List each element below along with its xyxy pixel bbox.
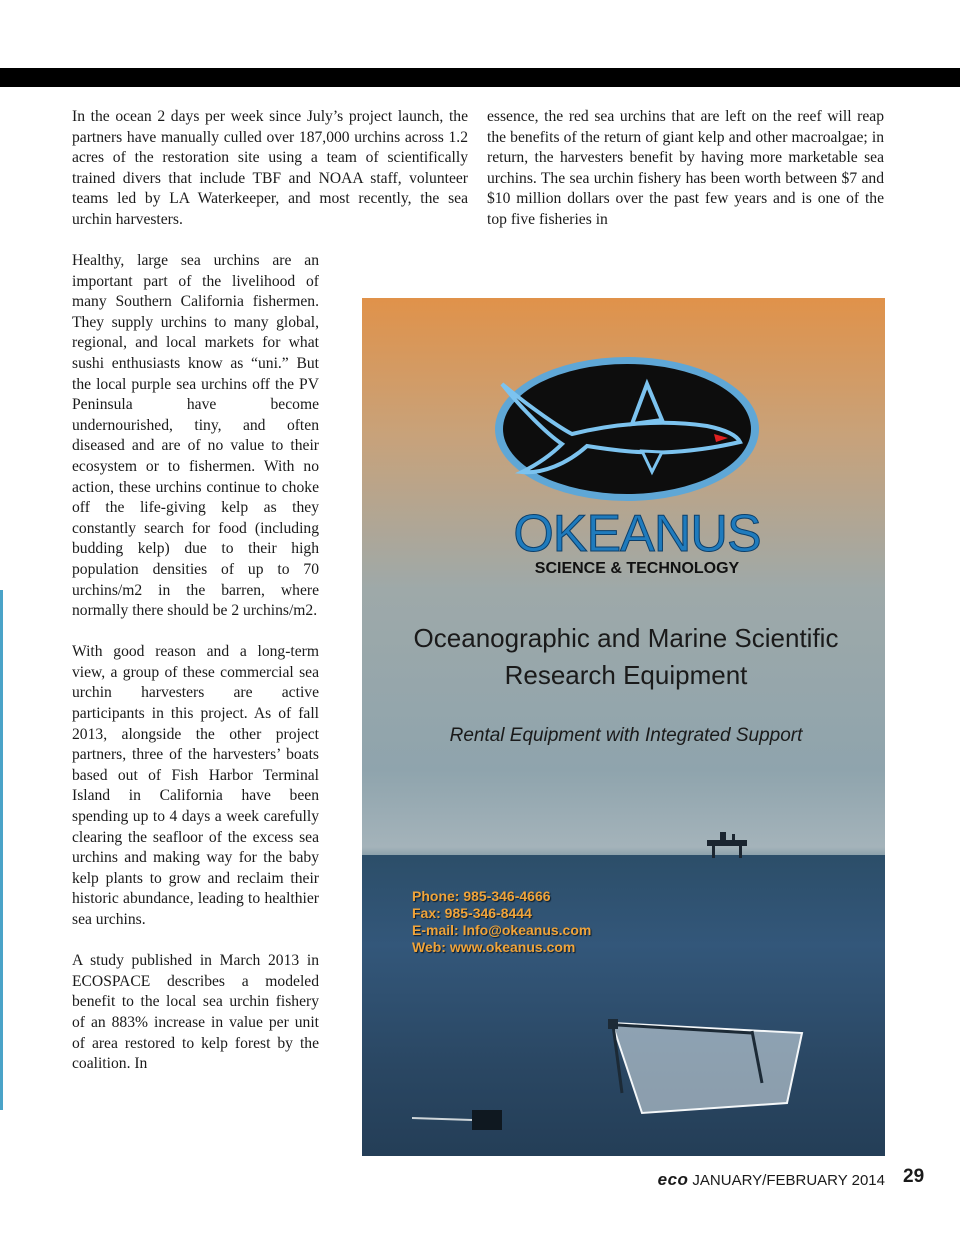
- okeanus-advertisement: [362, 298, 885, 1156]
- oil-rig-icon: [702, 830, 752, 858]
- brand-subtitle: SCIENCE & TECHNOLOGY: [534, 560, 740, 577]
- ad-headline-line-2: Research Equipment: [504, 660, 748, 690]
- phone-text: Phone: 985-346-4666: [412, 888, 551, 904]
- article-paragraph: With good reason and a long-term view, a group of these commercial sea urchin harvesters are active participants in this project. As of fall 2013, alongside the other project partners, three of the harvesters’ boats based out of Fish Harbor Terminal Island in California have been spending up to 4 days a week carefully clearing the seafloor of the excess sea urchins and making way for the baby kelp plants to grow and reclaim their historic abundance, leading to healthier sea urchins.: [72, 643, 319, 928]
- brand-name: OKEANUS: [513, 505, 761, 563]
- article-paragraph-top-right: essence, the red sea urchins that are left on the reef will reap the benefits of the return of giant kelp and other macroalgae; in return, the harvesters benefit by having more marketable sea urchins. The sea urchin fishery has been worth between $7 and $10 million dollars over the past few years and is one of the top five fisheries in: [487, 108, 884, 228]
- article-paragraph: Healthy, large sea urchins are an important part of the livelihood of many Southern California fishermen. They supply urchins to many global, regional, and local markets for what sushi enthusiasts know as “uni.” But the local purple sea urchins off the PV Peninsula have become undernourished, tiny, and often diseased and are of no value to their ecosystem or to fishermen. With no action, these urchins continue to choke off the life-giving kelp as they constantly search for food (including budding kelp) due to their high population densities of up to 70 urchins/m2 in the barren, where normally there should be 2 urchins/m2.: [72, 252, 319, 620]
- page-number: 29: [903, 1166, 925, 1187]
- web-text: Web: www.okeanus.com: [412, 939, 576, 955]
- ad-headline-line-1: Oceanographic and Marine Scientific: [413, 623, 839, 653]
- fax-text: Fax: 985-346-8444: [412, 905, 532, 921]
- contact-block: [412, 888, 591, 956]
- side-accent-strip: [0, 590, 3, 1110]
- header-bar: [0, 68, 960, 87]
- page-footer: [658, 1170, 885, 1190]
- article-paragraph: A study published in March 2013 in ECOSPACE describes a modeled benefit to the local sea urchin fishery of an 883% increase in value per unit of area restored to kelp forest by the coalition. In: [72, 952, 319, 1073]
- shark-logo-icon: [492, 354, 762, 504]
- email-text: E-mail: Info@okeanus.com: [412, 922, 592, 938]
- issue-date: JANUARY/FEBRUARY 2014: [692, 1172, 885, 1189]
- magazine-logo: eco: [657, 1170, 689, 1189]
- article-column-left: [72, 251, 319, 1095]
- floating-instrument-icon: [412, 1098, 512, 1138]
- ad-tagline: Rental Equipment with Integrated Support: [449, 725, 803, 746]
- ad-headline: [362, 620, 885, 694]
- article-paragraph-top-left: In the ocean 2 days per week since July’s project launch, the partners have manually culled over 187,000 urchins across 1.2 acres of the restoration site using a team of scientifically trained divers that include TBF and NOAA staff, volunteer teams led by LA Waterkeeper, and most recently, the sea urchin harvesters.: [72, 108, 468, 228]
- sampling-net-device-icon: [602, 1013, 822, 1123]
